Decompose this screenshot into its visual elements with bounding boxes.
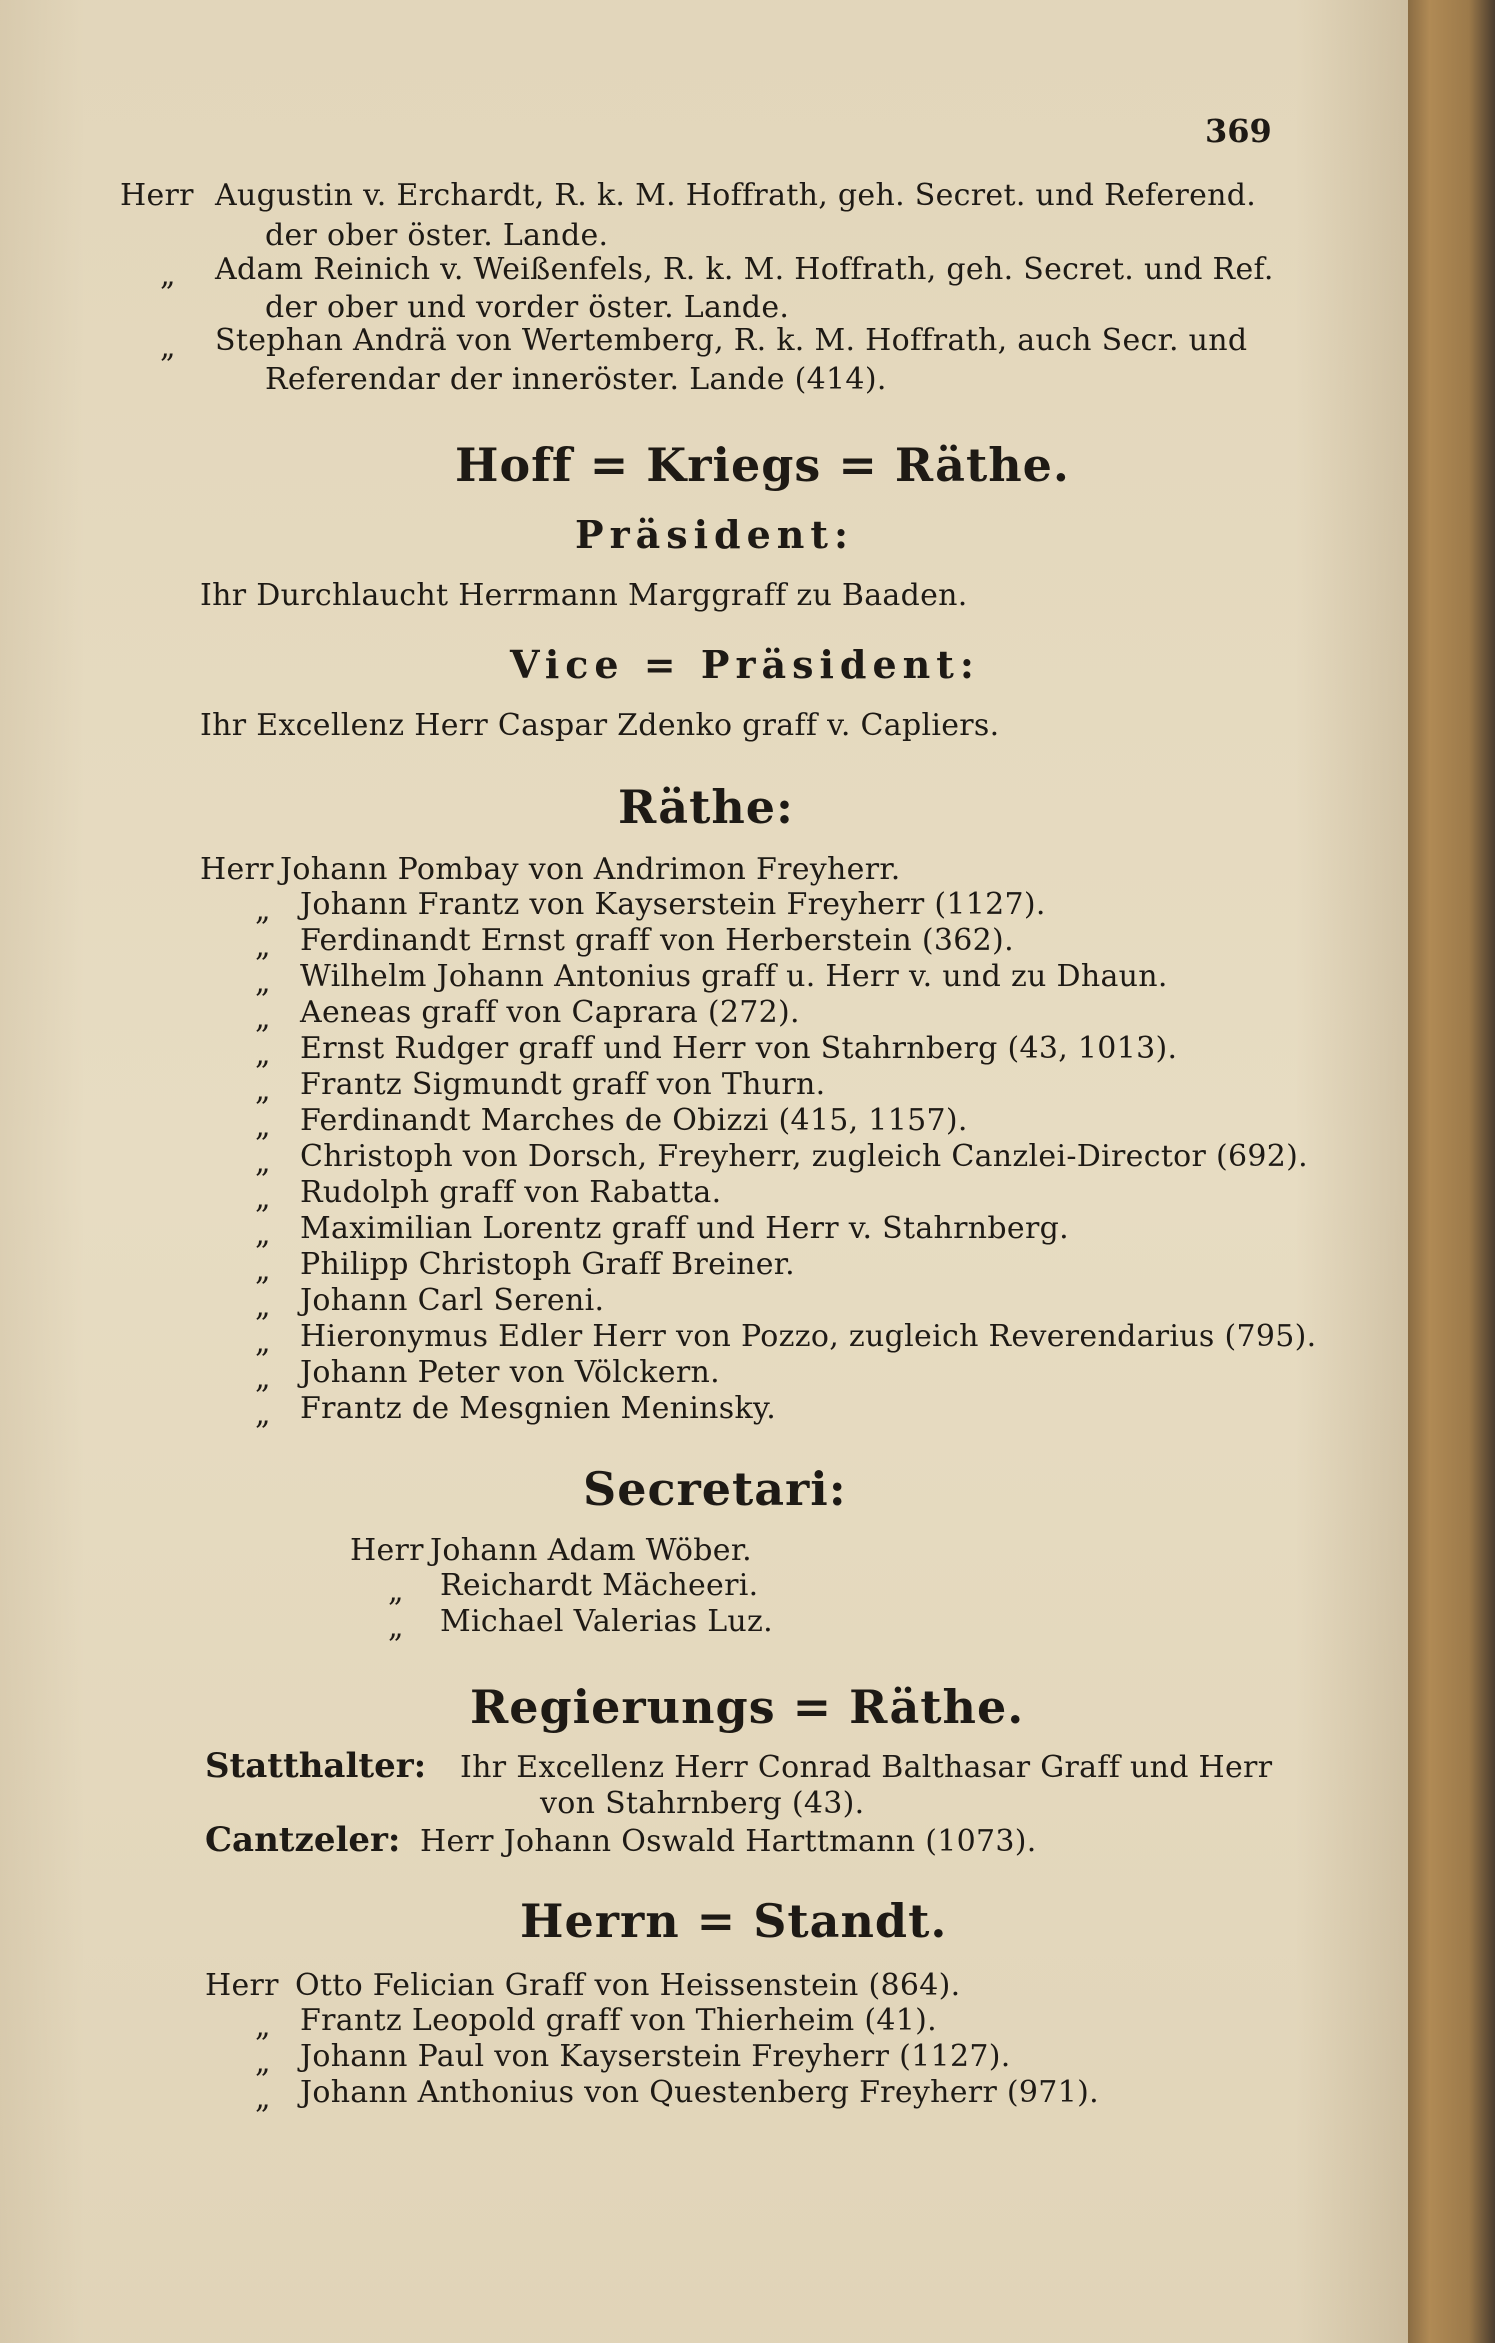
section-heading-regierung: Regierungs = Räthe. — [470, 1680, 1025, 1734]
list-item: Ferdinandt Marches de Obizzi (415, 1157). — [300, 1103, 968, 1138]
list-item: Otto Felician Graff von Heissenstein (864). — [295, 1968, 961, 2003]
raethe-heading: Räthe: — [618, 780, 795, 834]
ditto-mark: „ — [388, 1574, 404, 1609]
list-item: Frantz Sigmundt graff von Thurn. — [300, 1067, 826, 1102]
president-name: Ihr Durchlaucht Herrmann Marggraff zu Baaden. — [200, 578, 968, 613]
ditto-mark: „ — [255, 2081, 271, 2116]
list-item: Reichardt Mächeeri. — [440, 1568, 759, 1603]
intro-line: der ober öster. Lande. — [265, 218, 609, 253]
ditto-mark: „ — [255, 1253, 271, 1288]
list-item: Johann Pombay von Andrimon Freyherr. — [280, 852, 901, 887]
cantzeler-label: Cantzeler: — [205, 1820, 401, 1860]
vice-president-name: Ihr Excellenz Herr Caspar Zdenko graff v. Capliers. — [200, 708, 1000, 743]
ditto-mark: „ — [255, 1181, 271, 1216]
statthalter-line: Ihr Excellenz Herr Conrad Balthasar Graff und Herr — [460, 1750, 1273, 1785]
ditto-mark: „ — [255, 1361, 271, 1396]
secretari-heading: Secretari: — [583, 1462, 847, 1516]
page-number: 369 — [1205, 112, 1272, 150]
ditto-mark: „ — [255, 1145, 271, 1180]
ditto-mark: „ — [255, 1001, 271, 1036]
president-heading: Präsident: — [575, 512, 855, 557]
ditto-mark: „ — [255, 1073, 271, 1108]
list-item: Johann Frantz von Kayserstein Freyherr (1127). — [300, 887, 1046, 922]
ditto-mark: „ — [255, 1325, 271, 1360]
intro-line: Adam Reinich v. Weißenfels, R. k. M. Hoffrath, geh. Secret. und Ref. — [215, 252, 1274, 287]
list-item: Johann Carl Sereni. — [300, 1283, 605, 1318]
section-heading-hofkriegsrath: Hoff = Kriegs = Räthe. — [455, 438, 1070, 492]
list-item: Johann Peter von Völckern. — [300, 1355, 720, 1390]
list-item: Johann Paul von Kayserstein Freyherr (1127). — [300, 2039, 1011, 2074]
ditto-mark: „ — [255, 893, 271, 928]
list-item: Frantz de Mesgnien Meninsky. — [300, 1391, 777, 1426]
list-item: Johann Adam Wöber. — [430, 1533, 753, 1568]
list-item: Rudolph graff von Rabatta. — [300, 1175, 722, 1210]
statthalter-label: Statthalter: — [205, 1746, 427, 1786]
book-fore-edge — [1408, 0, 1495, 2343]
intro-line: der ober und vorder öster. Lande. — [265, 290, 790, 325]
list-item: Aeneas graff von Caprara (272). — [300, 995, 800, 1030]
cantzeler-name: Herr Johann Oswald Harttmann (1073). — [420, 1824, 1037, 1859]
vice-president-heading: Vice = Präsident: — [510, 642, 980, 687]
ditto-mark: „ — [255, 2045, 271, 2080]
intro-line: Stephan Andrä von Wertemberg, R. k. M. Hoffrath, auch Secr. und — [215, 323, 1248, 358]
list-item: Johann Anthonius von Questenberg Freyherr (971). — [300, 2075, 1099, 2110]
list-item: Wilhelm Johann Antonius graff u. Herr v. und zu Dhaun. — [300, 959, 1168, 994]
section-heading-herrnstandt: Herrn = Standt. — [520, 1894, 948, 1948]
intro-line: Augustin v. Erchardt, R. k. M. Hoffrath, geh. Secret. und Referend. — [215, 178, 1257, 213]
ditto-mark: „ — [255, 1289, 271, 1324]
list-item: Maximilian Lorentz graff und Herr v. Stahrnberg. — [300, 1211, 1069, 1246]
list-prefix: Herr — [350, 1533, 424, 1568]
list-item: Ferdinandt Ernst graff von Herberstein (362). — [300, 923, 1014, 958]
list-item: Christoph von Dorsch, Freyherr, zugleich Canzlei-Director (692). — [300, 1139, 1309, 1174]
intro-prefix: Herr — [120, 178, 194, 213]
list-prefix: Herr — [200, 852, 274, 887]
ditto-mark: „ — [255, 2009, 271, 2044]
ditto-mark: „ — [255, 929, 271, 964]
ditto-mark: „ — [255, 1037, 271, 1072]
ditto-mark: „ — [160, 258, 176, 293]
list-item: Philipp Christoph Graff Breiner. — [300, 1247, 795, 1282]
ditto-mark: „ — [255, 1217, 271, 1252]
list-prefix: Herr — [205, 1968, 279, 2003]
ditto-mark: „ — [255, 1109, 271, 1144]
ditto-mark: „ — [388, 1610, 404, 1645]
list-item: Michael Valerias Luz. — [440, 1604, 773, 1639]
list-item: Frantz Leopold graff von Thierheim (41). — [300, 2003, 937, 2038]
list-item: Hieronymus Edler Herr von Pozzo, zugleich Reverendarius (795). — [300, 1319, 1317, 1354]
ditto-mark: „ — [255, 1397, 271, 1432]
statthalter-line: von Stahrnberg (43). — [540, 1786, 865, 1821]
list-item: Ernst Rudger graff und Herr von Stahrnberg (43, 1013). — [300, 1031, 1178, 1066]
ditto-mark: „ — [255, 965, 271, 1000]
intro-line: Referendar der inneröster. Lande (414). — [265, 362, 887, 397]
ditto-mark: „ — [160, 330, 176, 365]
